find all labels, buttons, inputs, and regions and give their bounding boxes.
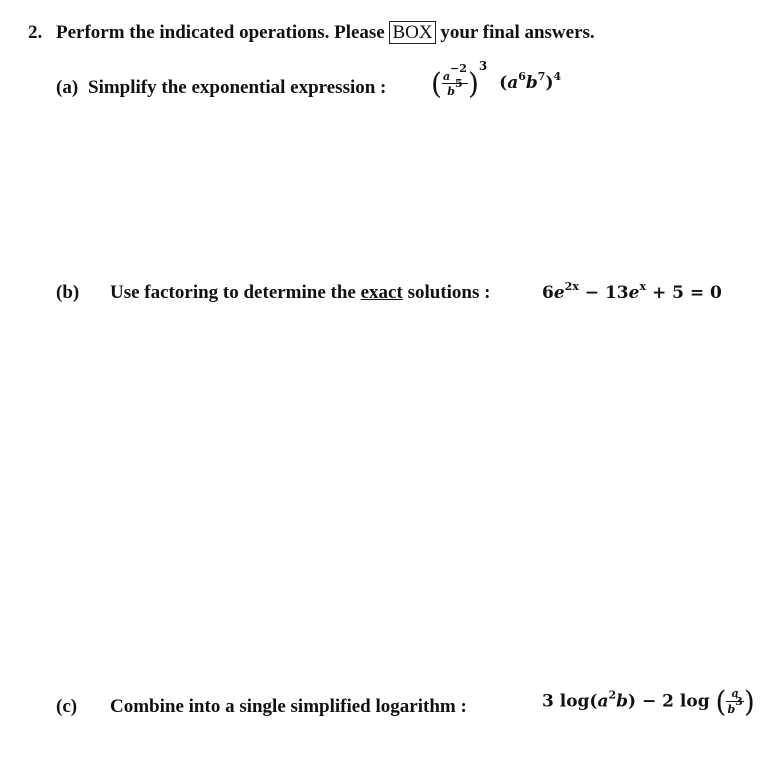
left-paren: ( (715, 684, 727, 719)
left-paren: ( (431, 65, 442, 101)
part-b-label: (b) (56, 282, 80, 303)
part-c-label: (c) (56, 696, 78, 717)
boxed-word: BOX (389, 21, 435, 44)
fraction-denominator: $b^5$ (447, 77, 463, 98)
part-b-text: Use factoring to determine the exact solutions : (110, 282, 491, 303)
fraction (726, 688, 743, 715)
instruction-after: your final answers. (435, 22, 595, 43)
part-a-text: Simplify the exponential expression : (88, 77, 387, 98)
part-a-label: (a) (56, 77, 79, 98)
right-paren: ) (743, 684, 755, 719)
fraction-numerator: a (726, 688, 743, 701)
fraction-numerator: $a^{-2}$ (442, 61, 467, 83)
second-factor: $(a^6b^7)^4$ (499, 70, 562, 93)
outer-exponent: 3 (478, 59, 488, 73)
part-a-expression (431, 59, 562, 101)
right-paren: ) (467, 65, 479, 101)
underlined-word: exact (360, 282, 403, 303)
question-instruction (56, 22, 595, 44)
question-number: 2. (28, 22, 43, 43)
fraction (442, 61, 468, 98)
instruction-before: Perform the indicated operations. Please (56, 22, 390, 43)
part-b-equation: $6e^{2x} - 13e^x + 5 = 0$ (542, 280, 722, 303)
fraction-denominator: $b^3$ (727, 694, 743, 716)
part-c-expression: 3 $\log(a^2b) - 2$ log ( $\frac{a}{b^3}$ ) (542, 684, 755, 719)
part-c-text: Combine into a single simplified logarithm : (110, 696, 467, 717)
